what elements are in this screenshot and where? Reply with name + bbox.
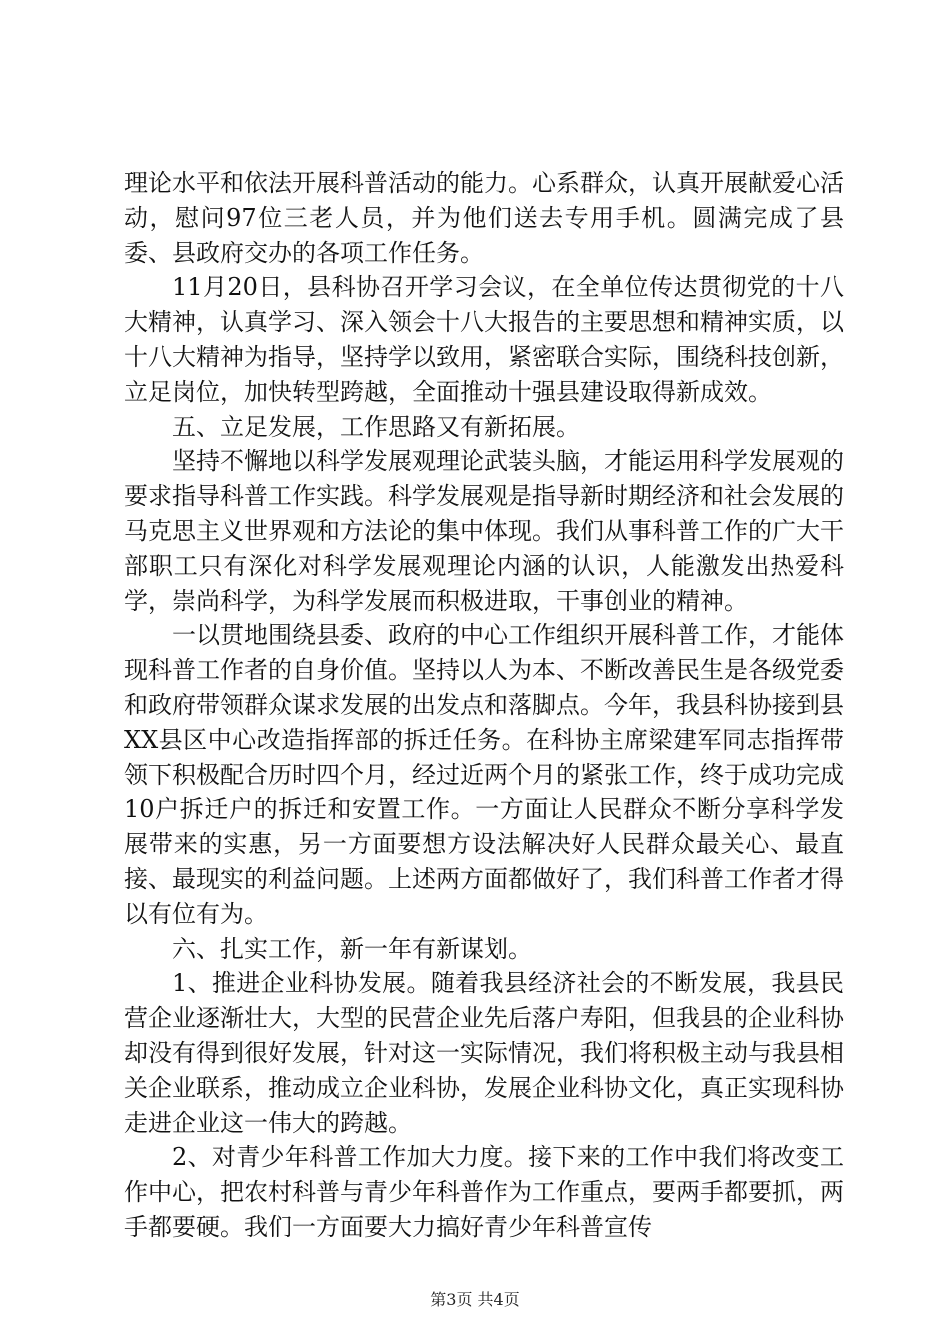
- paragraph-7: 1、推进企业科协发展。随着我县经济社会的不断发展，我县民营企业逐渐壮大，大型的民营企业先后落户寿阳，但我县的企业科协却没有得到很好发展，针对这一实际情况，我们将积极主动与我县相关企业联系，推动成立企业科协，发展企业科协文化，真正实现科协走进企业这一伟大的跨越。: [124, 969, 844, 1137]
- paragraph-1: 理论水平和依法开展科普活动的能力。心系群众，认真开展献爱心活动，慰问97位三老人员，并为他们送去专用手机。圆满完成了县委、县政府交办的各项工作任务。: [124, 169, 844, 267]
- paragraph-4: 坚持不懈地以科学发展观理论武装头脑，才能运用科学发展观的要求指导科普工作实践。科学发展观是指导新时期经济和社会发展的马克思主义世界观和方法论的集中体现。我们从事科普工作的广大干部职工只有深化对科学发展观理论内涵的认识，人能激发出热爱科学，崇尚科学，为科学发展而积极进取，干事创业的精神。: [124, 447, 844, 615]
- paragraph-2: 11月20日，县科协召开学习会议，在全单位传达贯彻党的十八大精神，认真学习、深入领会十八大报告的主要思想和精神实质，以十八大精神为指导，坚持学以致用，紧密联合实际，围绕科技创新，立足岗位，加快转型跨越，全面推动十强县建设取得新成效。: [124, 273, 844, 406]
- paragraph-5: 一以贯地围绕县委、政府的中心工作组织开展科普工作，才能体现科普工作者的自身价值。坚持以人为本、不断改善民生是各级党委和政府带领群众谋求发展的出发点和落脚点。今年，我县科协接到县XX县区中心改造指挥部的拆迁任务。在科协主席梁建军同志指挥带领下积极配合历时四个月，经过近两个月的紧张工作，终于成功完成10户拆迁户的拆迁和安置工作。一方面让人民群众不断分享科学发展带来的实惠，另一方面要想方设法解决好人民群众最关心、最直接、最现实的利益问题。上述两方面都做好了，我们科普工作者才得以有位有为。: [124, 621, 844, 928]
- document-body: [124, 166, 844, 1245]
- section-heading-6: 六、扎实工作，新一年有新谋划。: [172, 934, 532, 963]
- page-footer: 第3页 共4页: [430, 1290, 520, 1309]
- section-heading-5: 五、立足发展，工作思路又有新拓展。: [172, 412, 580, 441]
- paragraph-8: 2、对青少年科普工作加大力度。接下来的工作中我们将改变工作中心，把农村科普与青少年科普作为工作重点，要两手都要抓，两手都要硬。我们一方面要大力搞好青少年科普宣传: [124, 1143, 844, 1241]
